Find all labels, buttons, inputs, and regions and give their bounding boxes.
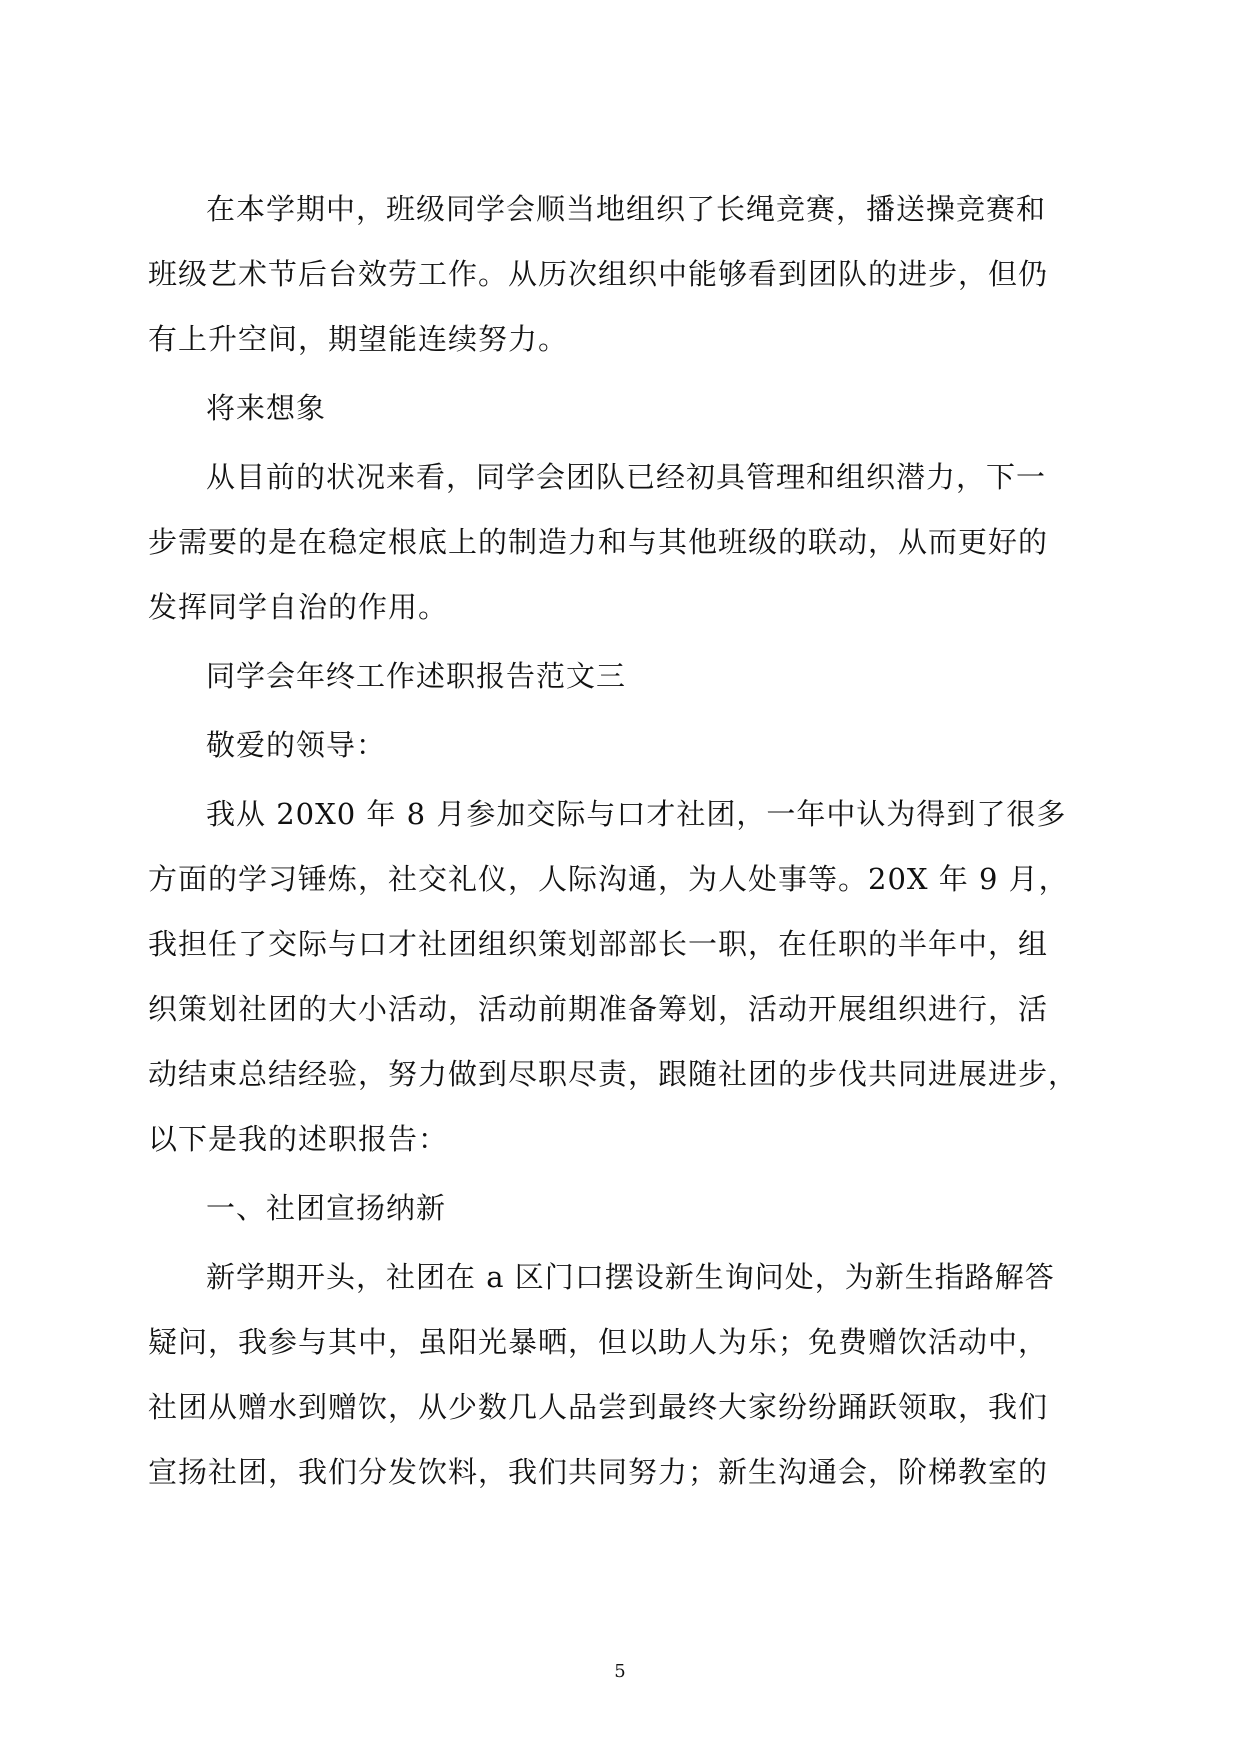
text-line: 一、社团宣扬纳新 (206, 1191, 447, 1225)
section-heading (148, 1176, 1106, 1241)
text-line: 在本学期中，班级同学会顺当地组织了长绳竞赛，播送操竞赛和 (206, 192, 1047, 226)
paragraph (148, 782, 1106, 1172)
paragraph (148, 1245, 1106, 1505)
text-line: 方面的学习锤炼，社交礼仪，人际沟通，为人处事等。20X 年 9 月， (148, 862, 1069, 896)
text-line: 敬爱的领导： (206, 728, 387, 762)
document-body (148, 177, 1106, 1509)
text-line: 织策划社团的大小活动，活动前期准备筹划，活动开展组织进行，活 (148, 992, 1049, 1026)
text-line: 疑问，我参与其中，虽阳光暴晒，但以助人为乐；免费赠饮活动中， (148, 1325, 1049, 1359)
text-line: 我担任了交际与口才社团组织策划部部长一职，在任职的半年中，组 (148, 927, 1049, 961)
document-title (148, 644, 1106, 709)
text-line: 班级艺术节后台效劳工作。从历次组织中能够看到团队的进步，但仍 (148, 257, 1049, 291)
page-number: 5 (614, 1661, 626, 1682)
text-line: 将来想象 (206, 391, 327, 425)
text-line: 我从 20X0 年 8 月参加交际与口才社团，一年中认为得到了很多 (206, 797, 1067, 831)
section-heading (148, 376, 1106, 441)
text-line: 步需要的是在稳定根底上的制造力和与其他班级的联动，从而更好的 (148, 525, 1049, 559)
text-line: 社团从赠水到赠饮，从少数几人品尝到最终大家纷纷踊跃领取，我们 (148, 1390, 1049, 1424)
text-line: 宣扬社团，我们分发饮料，我们共同努力；新生沟通会，阶梯教室的 (148, 1455, 1049, 1489)
text-line: 以下是我的述职报告： (148, 1122, 449, 1156)
text-line: 新学期开头，社团在 a 区门口摆设新生询问处，为新生指路解答 (206, 1260, 1055, 1294)
paragraph (148, 177, 1106, 372)
text-line: 从目前的状况来看，同学会团队已经初具管理和组织潜力，下一 (206, 460, 1047, 494)
text-line: 动结束总结经验，努力做到尽职尽责，跟随社团的步伐共同进展进步， (148, 1057, 1079, 1091)
text-line: 有上升空间，期望能连续努力。 (148, 322, 569, 356)
text-line: 同学会年终工作述职报告范文三 (206, 659, 627, 693)
salutation (148, 713, 1106, 778)
paragraph (148, 445, 1106, 640)
text-line: 发挥同学自治的作用。 (148, 590, 449, 624)
